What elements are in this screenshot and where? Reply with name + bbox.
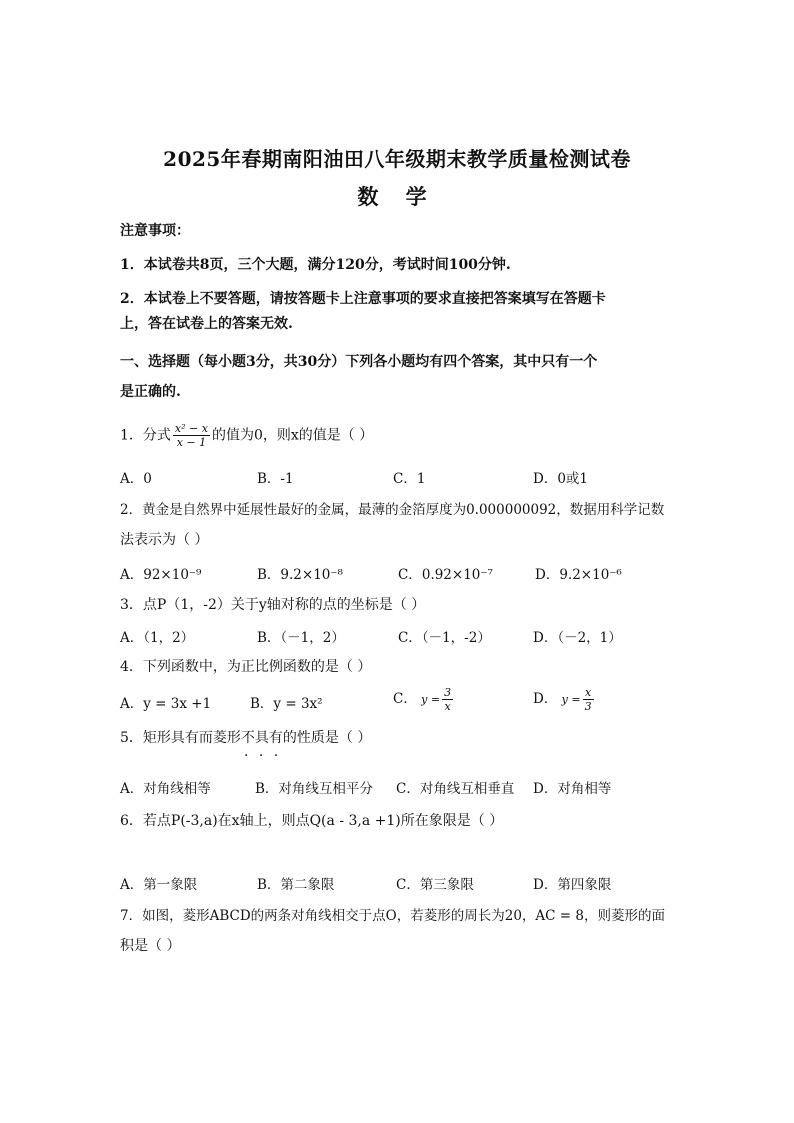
q2-option-d: D．9.2×10⁻⁶ — [535, 567, 622, 583]
q2-option-c: C．0.92×10⁻⁷ — [398, 567, 493, 583]
question-1 — [120, 422, 373, 449]
q4-option-d — [533, 686, 596, 713]
q2-option-a: A．92×10⁻⁹ — [120, 567, 202, 583]
exam-title: 2025年春期南阳油田八年级期末教学质量检测试卷 — [163, 147, 631, 171]
q6-option-d: D．第四象限 — [533, 877, 612, 893]
q4-option-c — [393, 686, 455, 713]
q3-option-c: C．（－1，-2） — [398, 630, 491, 646]
q4-option-d-numerator: x — [583, 686, 594, 700]
q4-option-d-denominator: 3 — [584, 700, 592, 713]
q4-option-c-denominator: x — [444, 700, 451, 713]
notice-item-1: 1．本试卷共8页，三个大题，满分120分，考试时间100分钟. — [120, 257, 511, 273]
section-heading-line-2: 是正确的. — [120, 384, 181, 400]
q5-option-a: A．对角线相等 — [120, 781, 211, 797]
q1-option-c: C．1 — [393, 471, 426, 487]
q3-option-a: A．（1，2） — [120, 630, 195, 646]
q4-option-c-numerator: 3 — [444, 686, 452, 699]
q5-option-b: B．对角线互相平分 — [255, 781, 373, 797]
exam-subject: 数 学 — [357, 184, 437, 209]
notice-heading: 注意事项： — [120, 223, 190, 239]
q1-prefix: 1．分式 — [120, 427, 171, 444]
question-5: 5．矩形具有而菱形不具有的性质是（ ） — [120, 730, 372, 746]
notice-item-2-line-2: 上，答在试卷上的答案无效. — [120, 316, 293, 332]
q3-option-b: B．（－1，2） — [257, 630, 345, 646]
question-7-line-2: 积是（ ） — [120, 938, 181, 954]
question-4: 4．下列函数中，为正比例函数的是（ ） — [120, 659, 372, 675]
q3-option-d: D．（－2，1） — [533, 630, 622, 646]
q6-option-a: A．第一象限 — [120, 877, 198, 893]
q1-fraction-numerator: x² − x — [174, 422, 208, 435]
question-2-line-2: 法表示为（ ） — [120, 532, 209, 548]
q5-option-c: C．对角线互相垂直 — [396, 781, 515, 797]
q1-option-a: A．0 — [120, 471, 152, 487]
q4-option-c-lhs: y = — [421, 693, 441, 706]
q2-option-b: B．9.2×10⁻⁸ — [257, 567, 343, 583]
q4-option-b: B．y = 3x² — [250, 696, 323, 712]
q4-option-a: A．y = 3x +1 — [120, 696, 212, 712]
notice-item-2-line-1: 2．本试卷上不要答题，请按答题卡上注意事项的要求直接把答案填写在答题卡 — [120, 291, 606, 307]
q1-fraction-denominator: x − 1 — [176, 436, 207, 449]
section-heading-line-1: 一、选择题（每小题3分，共30分）下列各小题均有四个答案，其中只有一个 — [120, 354, 598, 370]
q4-option-c-letter: C． — [393, 691, 417, 707]
q4-option-d-letter: D． — [533, 691, 558, 707]
q1-option-b: B．-1 — [257, 471, 294, 487]
q1-option-d: D．0或1 — [533, 471, 589, 487]
question-2-line-1: 2．黄金是自然界中延展性最好的金属，最薄的金箔厚度为0.000000092，数据用科学记数 — [120, 502, 665, 518]
question-3: 3．点P（1，-2）关于y轴对称的点的坐标是（ ） — [120, 597, 426, 613]
q1-fraction — [173, 422, 210, 449]
q6-option-b: B．第二象限 — [257, 877, 335, 893]
question-6: 6．若点P(-3,a)在x轴上，则点Q(a - 3,a +1)所在象限是（ ） — [120, 813, 504, 829]
q4-option-d-fraction — [583, 686, 594, 713]
q6-option-c: C．第三象限 — [396, 877, 474, 893]
q1-suffix: 的值为0，则x的值是（ ） — [211, 427, 374, 444]
q4-option-c-fraction — [442, 686, 453, 713]
question-7-line-1: 7．如图，菱形ABCD的两条对角线相交于点O，若菱形的周长为20，AC = 8，则菱形的面 — [120, 908, 665, 924]
q5-option-d: D．对角相等 — [533, 781, 612, 797]
q4-option-d-lhs: y = — [561, 693, 581, 706]
q5-emphasis-dots: · · · — [244, 748, 282, 764]
